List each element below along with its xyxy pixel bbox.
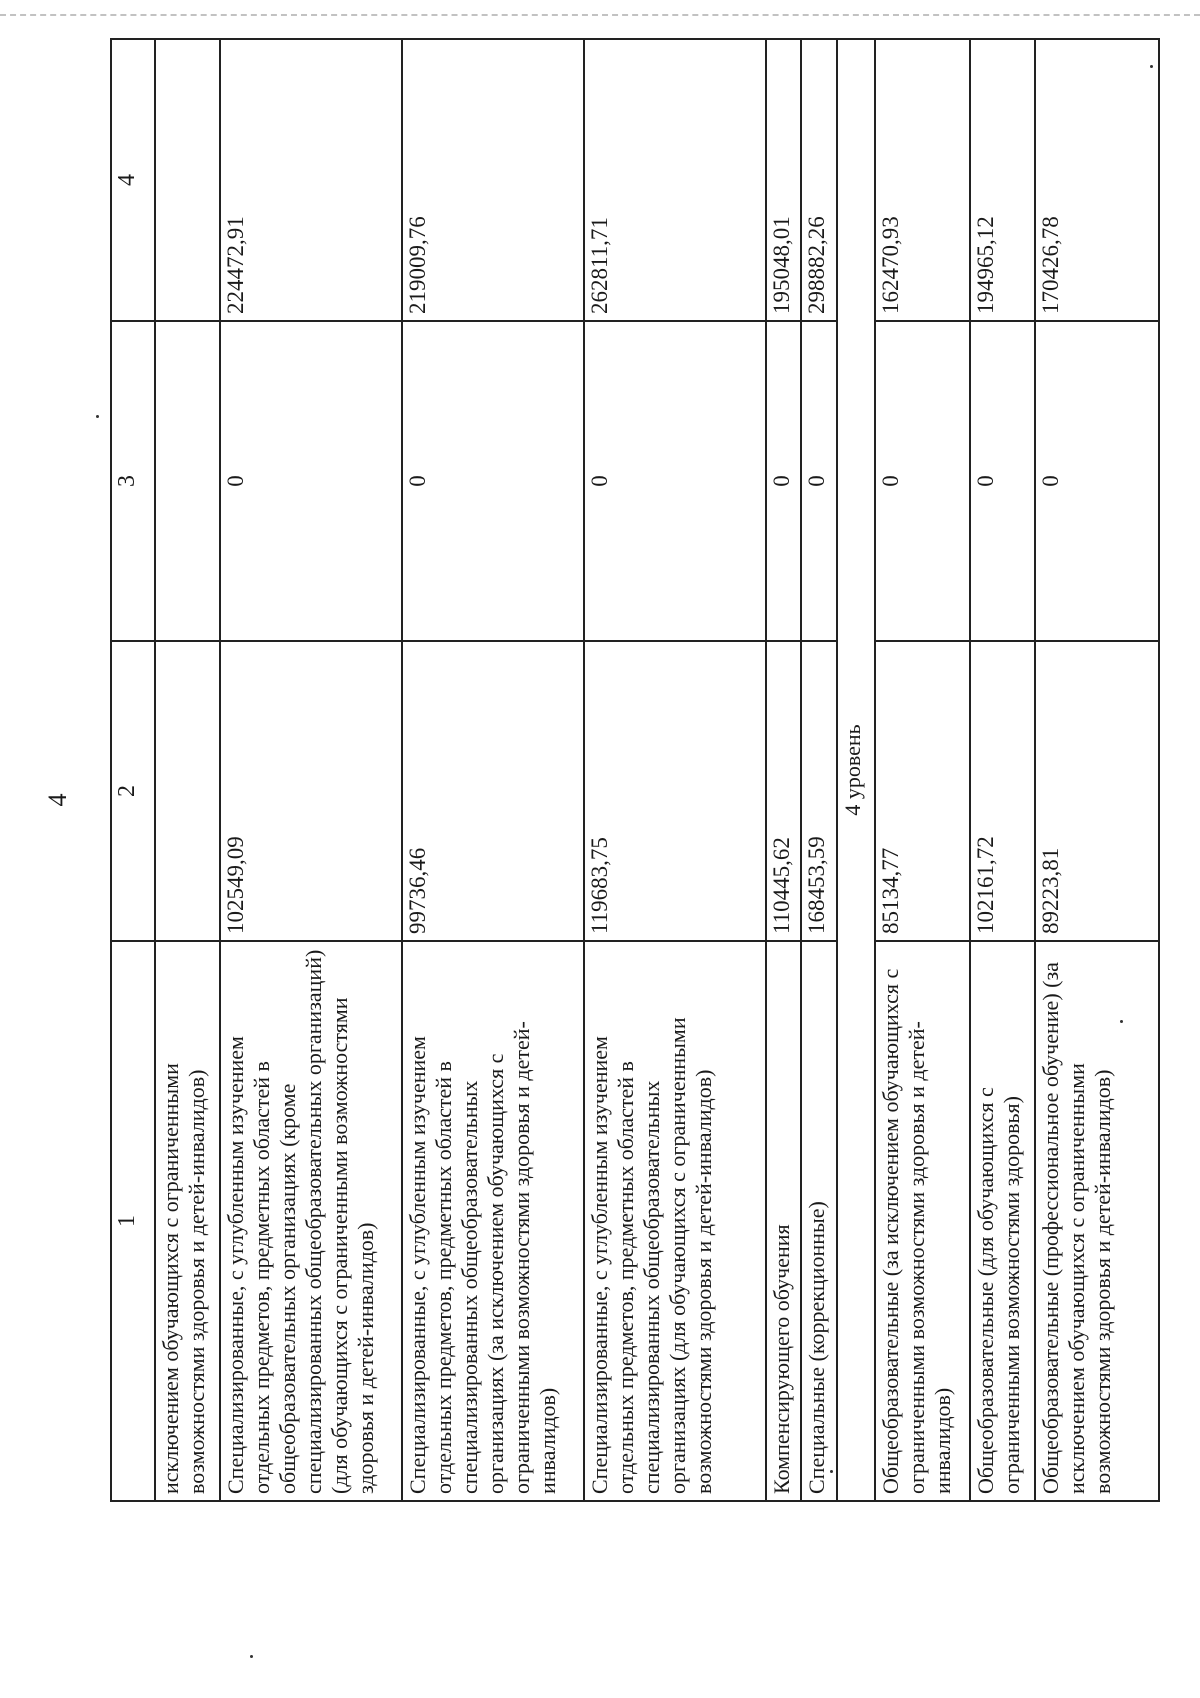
- value-col3: 0: [766, 321, 802, 641]
- value-col3: 0: [970, 321, 1034, 641]
- table-row: [970, 39, 1034, 1501]
- value-col2: 110445,62: [766, 641, 802, 941]
- value-col2: 85134,77: [875, 641, 970, 941]
- row-label: Специализированные, с углубленным изучением отдельных предметов, предметных областей в специализированных общеобразовательных организациях (для обучающихся с ограниченными возможностями здоровья и детей-инвалидов): [584, 941, 766, 1501]
- scan-speck: [250, 1655, 253, 1658]
- table-row: [875, 39, 970, 1501]
- value-col4: 194965,12: [970, 39, 1034, 321]
- header-cell-1: 1: [111, 941, 155, 1501]
- value-col4: 262811,71: [584, 39, 766, 321]
- header-cell-4: 4: [111, 39, 155, 321]
- header-row: [111, 39, 155, 1501]
- value-col4: 224472,91: [220, 39, 402, 321]
- table-row: [402, 39, 584, 1501]
- value-col2: 168453,59: [801, 641, 837, 941]
- section-label: 4 уровень: [837, 39, 875, 1501]
- value-col2: 89223,81: [1035, 641, 1159, 941]
- value-col2: [155, 641, 219, 941]
- table-row: [155, 39, 219, 1501]
- value-col3: [155, 321, 219, 641]
- value-col4: 219009,76: [402, 39, 584, 321]
- scan-edge-artifact: [0, 14, 1200, 22]
- value-col3: 0: [220, 321, 402, 641]
- table-row: [766, 39, 802, 1501]
- table-row: [801, 39, 837, 1501]
- value-col3: 0: [801, 321, 837, 641]
- table-row: [220, 39, 402, 1501]
- row-label: Общеобразовательные (за исключением обучающихся с ограниченными возможностями здоровья и детей-инвалидов): [875, 941, 970, 1501]
- scan-speck: [96, 415, 99, 418]
- value-col3: 0: [402, 321, 584, 641]
- row-label: Специализированные, с углубленным изучением отдельных предметов, предметных областей в общеобразовательных организациях (кроме специализированных общеобразовательных организаций) (для обучающихся с ограниченными возможностями здоровья и детей-инвалидов): [220, 941, 402, 1501]
- row-label: Специализированные, с углубленным изучением отдельных предметов, предметных областей в специализированных общеобразовательных организациях (за исключением обучающихся с ограниченными возможностями здоровья и детей-инвалидов): [402, 941, 584, 1501]
- row-label: исключением обучающихся с ограниченными возможностями здоровья и детей-инвалидов): [155, 941, 219, 1501]
- value-col3: 0: [584, 321, 766, 641]
- value-col3: 0: [875, 321, 970, 641]
- value-col4: 298882,26: [801, 39, 837, 321]
- table-row: [1035, 39, 1159, 1501]
- section-row: [837, 39, 875, 1501]
- row-label: Специальные (коррекционные): [801, 941, 837, 1501]
- row-label: Общеобразовательные (для обучающихся с ограниченными возможностями здоровья): [970, 941, 1034, 1501]
- value-col4: 162470,93: [875, 39, 970, 321]
- table-row: [584, 39, 766, 1501]
- value-col2: 102549,09: [220, 641, 402, 941]
- table-container: [110, 40, 1160, 1502]
- row-label: Общеобразовательные (профессиональное обучение) (за исключением обучающихся с ограниченными возможностями здоровья и детей-инвалидов): [1035, 941, 1159, 1501]
- value-col3: 0: [1035, 321, 1159, 641]
- value-col4: 195048,01: [766, 39, 802, 321]
- value-col2: 102161,72: [970, 641, 1034, 941]
- cost-table: [110, 38, 1160, 1502]
- page-number: 4: [43, 793, 72, 807]
- row-label: Компенсирующего обучения: [766, 941, 802, 1501]
- value-col2: 99736,46: [402, 641, 584, 941]
- value-col2: 119683,75: [584, 641, 766, 941]
- value-col4: 170426,78: [1035, 39, 1159, 321]
- value-col4: [155, 39, 219, 321]
- header-cell-3: 3: [111, 321, 155, 641]
- header-cell-2: 2: [111, 641, 155, 941]
